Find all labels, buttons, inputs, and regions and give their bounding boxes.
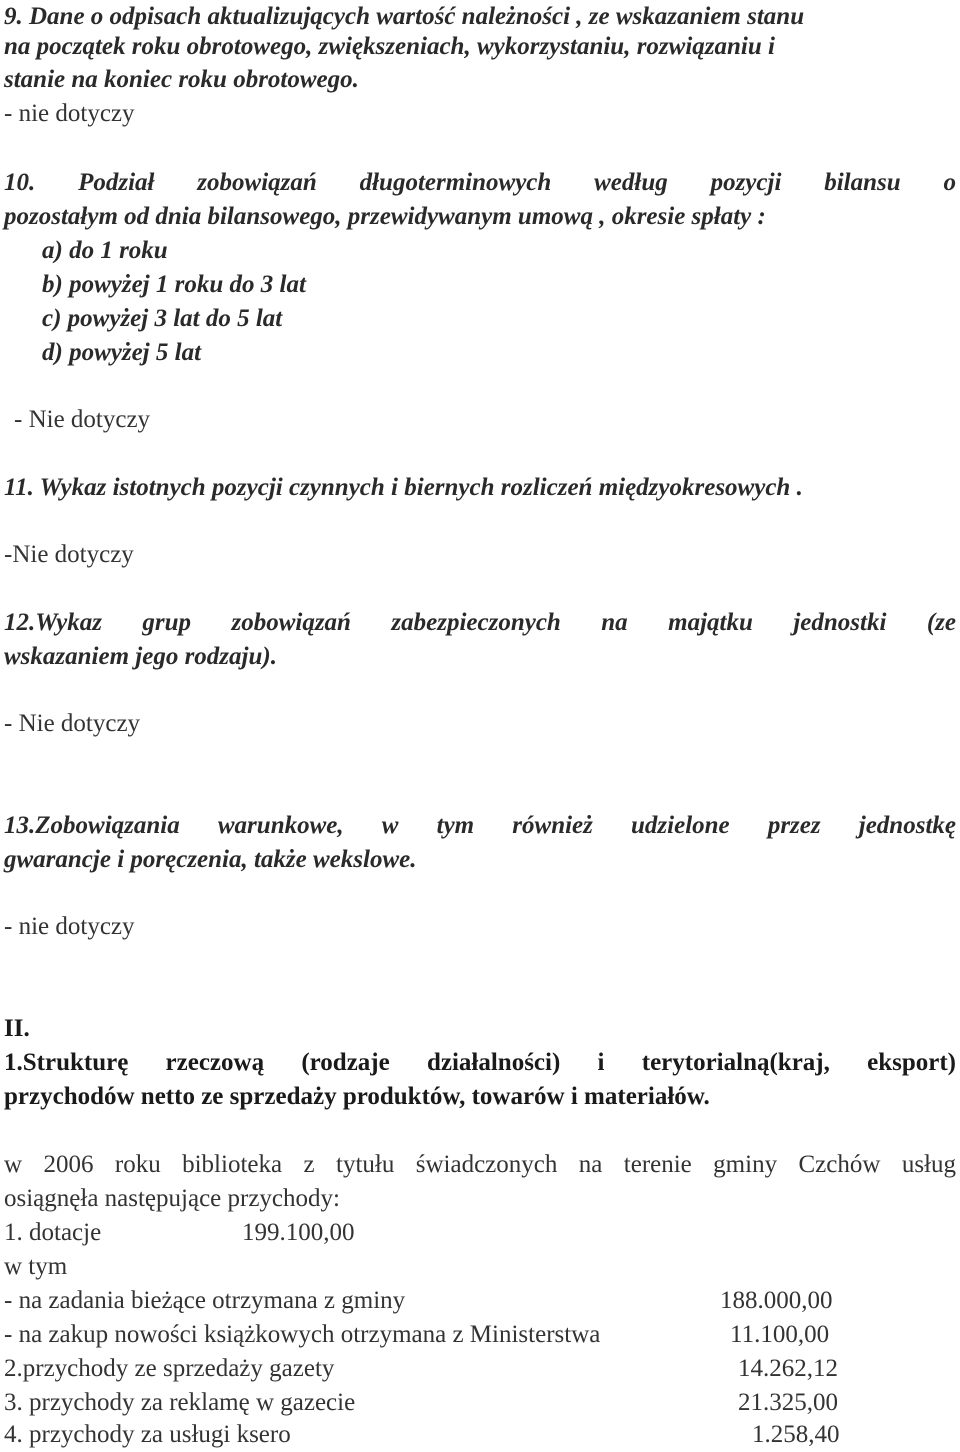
- part-2-heading-line-1: 1.Strukturę rzeczową (rodzaje działalności) i terytorialną(kraj, eksport): [4, 1049, 956, 1076]
- revenue-row-amount: 11.100,00: [730, 1321, 830, 1348]
- section-10-item-c: c) powyżej 3 lat do 5 lat: [42, 305, 283, 332]
- revenue-row-amount: 21.325,00: [738, 1389, 838, 1416]
- section-11-answer: -Nie dotyczy: [4, 541, 134, 568]
- part-2-heading-line-2: przychodów netto ze sprzedaży produktów, towarów i materiałów.: [4, 1083, 710, 1110]
- section-10-answer: - Nie dotyczy: [14, 406, 151, 433]
- revenue-row: [4, 1318, 956, 1352]
- revenue-row: [4, 1418, 956, 1452]
- section-11-heading: 11. Wykaz istotnych pozycji czynnych i biernych rozliczeń międzyokresowych .: [4, 474, 803, 501]
- revenue-row-amount: 199.100,00: [242, 1219, 355, 1246]
- section-12-answer: - Nie dotyczy: [4, 710, 141, 737]
- revenue-row-label: 3. przychody za reklamę w gazecie: [4, 1389, 356, 1416]
- revenue-row-label: 1. dotacje: [4, 1219, 102, 1246]
- section-10-item-a: a) do 1 roku: [42, 237, 168, 264]
- revenue-row: [4, 1352, 956, 1386]
- section-9-answer: - nie dotyczy: [4, 100, 135, 127]
- section-13-answer: - nie dotyczy: [4, 913, 135, 940]
- part-2-intro-line-1: w 2006 roku biblioteka z tytułu świadczonych na terenie gminy Czchów usług: [4, 1151, 956, 1178]
- section-9-heading-line-3: stanie na koniec roku obrotowego.: [4, 66, 359, 93]
- revenue-row-label: 4. przychody za usługi ksero: [4, 1421, 291, 1448]
- section-10-item-d: d) powyżej 5 lat: [42, 339, 202, 366]
- revenue-row-label: w tym: [4, 1253, 68, 1280]
- part-2-numeral: II.: [4, 1015, 30, 1042]
- revenue-row-label: - na zakup nowości książkowych otrzymana z Ministerstwa: [4, 1321, 601, 1348]
- revenue-row-amount: 188.000,00: [720, 1287, 833, 1314]
- section-9-heading-line-1: 9. Dane o odpisach aktualizujących wartość należności , ze wskazaniem stanu: [4, 3, 805, 30]
- revenue-row: [4, 1386, 956, 1420]
- section-9-heading-line-2: na początek roku obrotowego, zwiększeniach, wykorzystaniu, rozwiązaniu i: [4, 33, 775, 60]
- section-12-heading-line-2: wskazaniem jego rodzaju).: [4, 643, 277, 670]
- part-2-intro-line-2: osiągnęła następujące przychody:: [4, 1185, 340, 1212]
- revenue-row-label: - na zadania bieżące otrzymana z gminy: [4, 1287, 406, 1314]
- section-13-heading-line-1: 13.Zobowiązania warunkowe, w tym również udzielone przez jednostkę: [4, 812, 956, 839]
- revenue-row: [4, 1216, 956, 1250]
- revenue-row-label: 2.przychody ze sprzedaży gazety: [4, 1355, 335, 1382]
- section-13-heading-line-2: gwarancje i poręczenia, także wekslowe.: [4, 846, 417, 873]
- revenue-row-amount: 1.258,40: [752, 1421, 840, 1448]
- section-10-heading-line-2: pozostałym od dnia bilansowego, przewidywanym umową , okresie spłaty :: [4, 203, 766, 230]
- revenue-row: [4, 1284, 956, 1318]
- section-12-heading-line-1: 12.Wykaz grup zobowiązań zabezpieczonych na majątku jednostki (ze: [4, 609, 956, 636]
- revenue-row-amount: 14.262,12: [738, 1355, 838, 1382]
- revenue-row: [4, 1250, 956, 1284]
- section-10-heading-line-1: 10. Podział zobowiązań długoterminowych według pozycji bilansu o: [4, 169, 956, 196]
- section-10-item-b: b) powyżej 1 roku do 3 lat: [42, 271, 306, 298]
